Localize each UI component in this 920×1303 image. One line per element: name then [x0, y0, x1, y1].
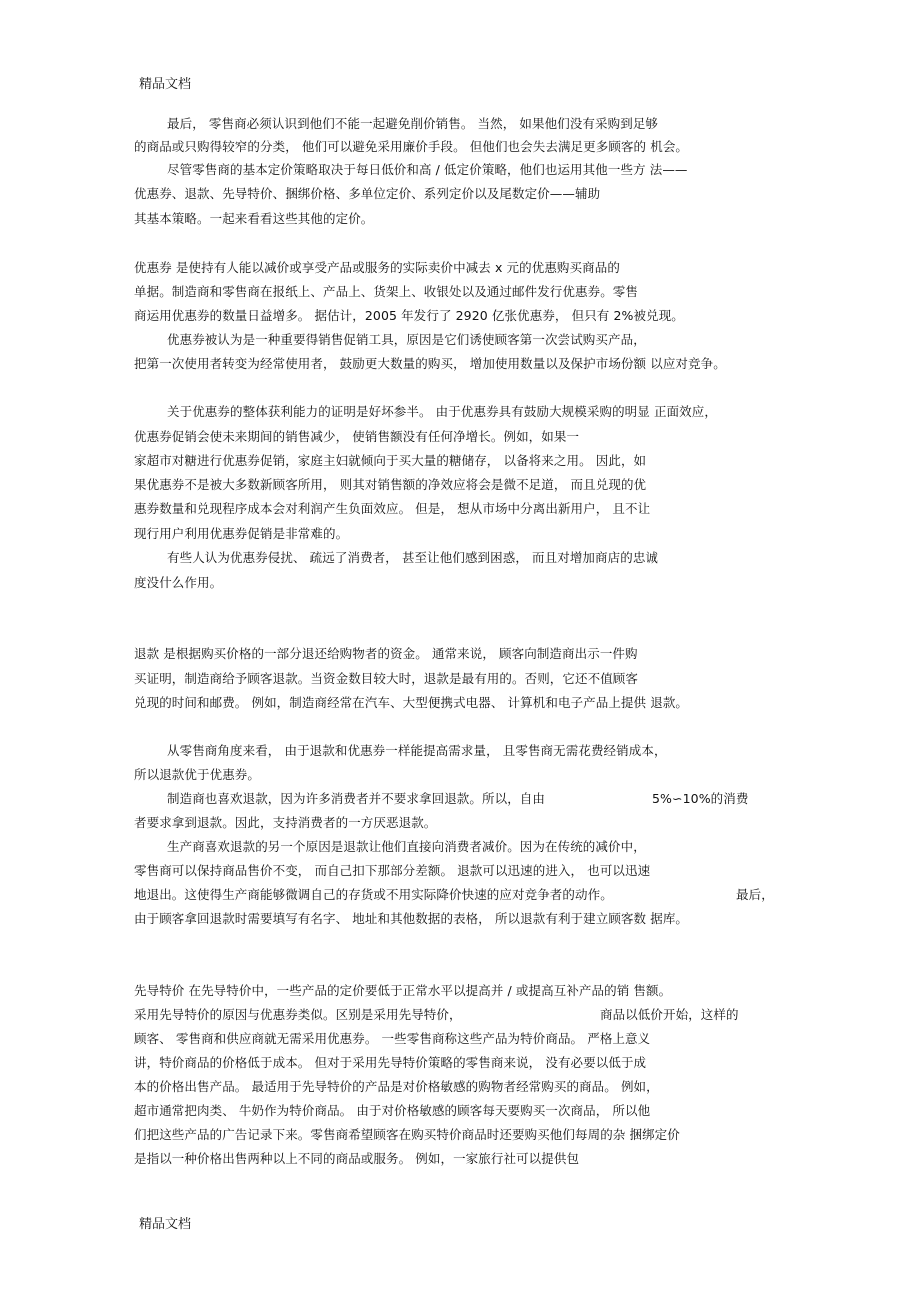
text-line: 商品以低价开始，这样的 — [600, 1007, 739, 1022]
text-line: 买证明，制造商给予顾客退款。当资金数目较大时，退款是最有用的。否则，它还不值顾客 — [134, 671, 639, 686]
text-line: 有些人认为优惠券侵扰、 疏远了消费者， 甚至让他们感到困惑， 而且对增加商店的忠诚 — [167, 550, 659, 565]
text-line: 其基本策略。一起来看看这些其他的定价。 — [134, 211, 374, 226]
text-line: 优惠券、退款、先导特价、捆绑价格、多单位定价、系列定价以及尾数定价——辅助 — [134, 186, 601, 201]
page-header: 精品文档 — [139, 77, 192, 92]
text-line: 者要求拿到退款。因此，支持消费者的一方厌恶退款。 — [134, 815, 437, 830]
text-line: 商运用优惠券的数量日益增多。 据估计，2005 年发行了 2920 亿张优惠券， 但只有 2%被兑现。 — [134, 308, 684, 323]
text-line: 讲，特价商品的价格低于成本。 但对于采用先导特价策略的零售商来说， 没有必要以低于成 — [134, 1055, 647, 1070]
text-line: 单据。制造商和零售商在报纸上、产品上、货架上、收银处以及通过邮件发行优惠券。零售 — [134, 284, 639, 299]
text-line: 优惠券被认为是一种重要得销售促销工具，原因是它们诱使顾客第一次尝试购买产品， — [167, 332, 646, 347]
text-line: 先导特价 在先导特价中，一些产品的定价要低于正常水平以提高并 / 或提高互补产品的销 售额。 — [134, 983, 672, 998]
text-line: 们把这些产品的广告记录下来。零售商希望顾客在购买特价商品时还要购买他们每周的杂 捆绑定价 — [134, 1127, 680, 1142]
text-line: 本的价格出售产品。 最适用于先导特价的产品是对价格敏感的购物者经常购买的商品。 例如， — [134, 1079, 659, 1094]
text-line: 现行用户利用优惠券促销是非常难的。 — [134, 526, 349, 541]
text-line: 5%∽10%的消费 — [652, 791, 749, 806]
text-line: 的商品或只购得较窄的分类， 他们可以避免采用廉价手段。 但他们也会失去满足更多顾客的 机会。 — [134, 139, 689, 154]
text-line: 兑现的时间和邮费。 例如，制造商经常在汽车、大型便携式电器、 计算机和电子产品上提供 退款。 — [134, 695, 689, 710]
page-footer: 精品文档 — [139, 1217, 192, 1232]
text-line: 家超市对糖进行优惠券促销，家庭主妇就倾向于买大量的糖储存， 以备将来之用。 因此，如 — [134, 453, 647, 468]
text-line: 最后， — [736, 887, 774, 902]
text-line: 果优惠券不是被大多数新顾客所用， 则其对销售额的净效应将会是微不足道， 而且兑现的优 — [134, 477, 647, 492]
text-line: 制造商也喜欢退款，因为许多消费者并不要求拿回退款。所以，自由 — [167, 791, 546, 806]
text-line: 从零售商角度来看， 由于退款和优惠券一样能提高需求量， 且零售商无需花费经销成本， — [167, 743, 667, 758]
text-line: 优惠券促销会使未来期间的销售减少， 使销售额没有任何净增长。例如，如果一 — [134, 429, 580, 444]
text-line: 关于优惠券的整体获利能力的证明是好坏参半。 由于优惠券具有鼓励大规模采购的明显 正面效应， — [167, 404, 717, 419]
text-line: 由于顾客拿回退款时需要填写有名字、 地址和其他数据的表格， 所以退款有利于建立顾客数 据库。 — [134, 911, 689, 926]
text-line: 度没什么作用。 — [134, 575, 223, 590]
text-line: 尽管零售商的基本定价策略取决于每日低价和高 / 低定价策略，他们也运用其他一些方 法—— — [167, 162, 688, 177]
text-line: 采用先导特价的原因与优惠券类似。区别是采用先导特价， — [134, 1007, 462, 1022]
text-line: 超市通常把肉类、 牛奶作为特价商品。 由于对价格敏感的顾客每天要购买一次商品， 所以他 — [134, 1103, 651, 1118]
text-line: 所以退款优于优惠券。 — [134, 767, 261, 782]
text-line: 把第一次使用者转变为经常使用者， 鼓励更大数量的购买， 增加使用数量以及保护市场份额 以应对竞争。 — [134, 356, 726, 371]
text-line: 是指以一种价格出售两种以上不同的商品或服务。 例如，一家旅行社可以提供包 — [134, 1151, 580, 1166]
text-line: 退款 是根据购买价格的一部分退还给购物者的资金。 通常来说， 顾客向制造商出示一件购 — [134, 646, 638, 661]
text-line: 地退出。这使得生产商能够微调自己的存货或不用实际降价快速的应对竞争者的动作。 — [134, 887, 613, 902]
text-line: 惠券数量和兑现程序成本会对利润产生负面效应。 但是， 想从市场中分离出新用户， 且不让 — [134, 501, 651, 516]
text-line: 零售商可以保持商品售价不变， 而自己扣下那部分差额。 退款可以迅速的进入， 也可以迅速 — [134, 863, 651, 878]
text-line: 生产商喜欢退款的另一个原因是退款让他们直接向消费者减价。因为在传统的减价中， — [167, 839, 646, 854]
text-line: 优惠券 是使持有人能以减价或享受产品或服务的实际卖价中减去 x 元的优惠购买商品的 — [134, 260, 620, 275]
text-line: 顾客、 零售商和供应商就无需采用优惠券。 一些零售商称这些产品为特价商品。 严格上意义 — [134, 1031, 651, 1046]
text-line: 最后， 零售商必须认识到他们不能一起避免削价销售。 当然， 如果他们没有采购到足够 — [167, 116, 659, 131]
